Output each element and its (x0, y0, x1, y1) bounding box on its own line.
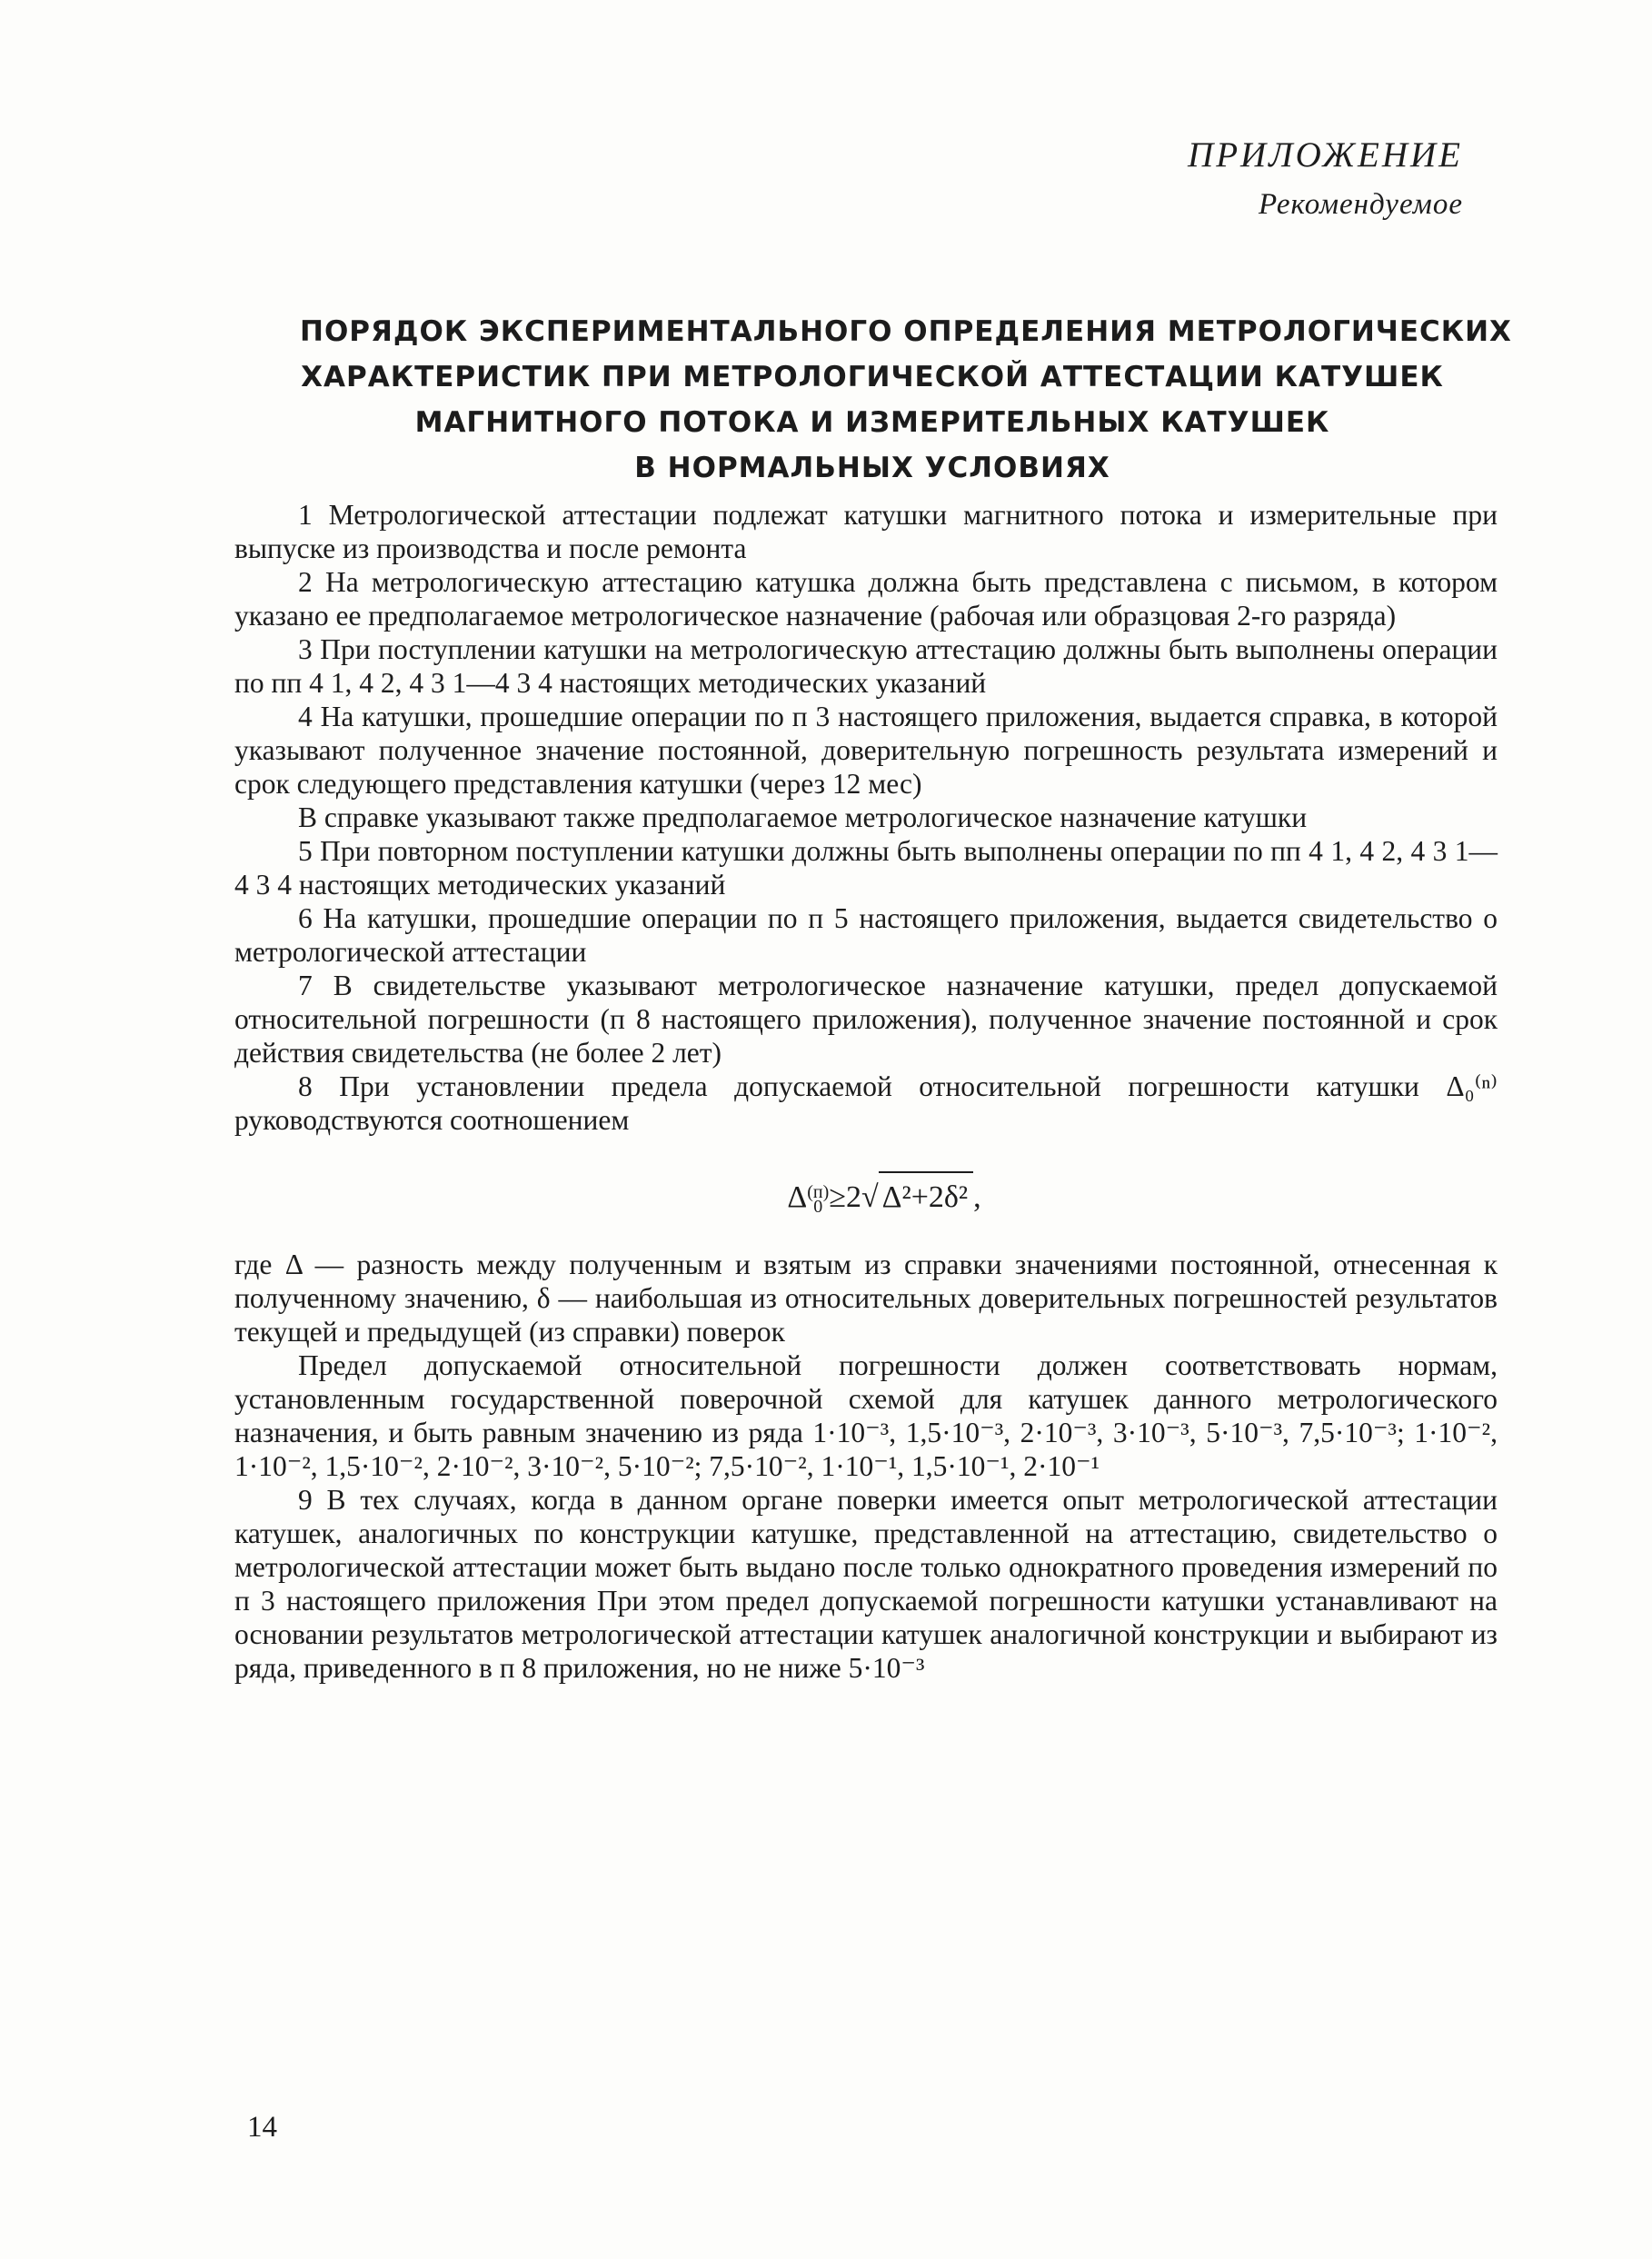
formula-relation: ≥2 (829, 1180, 861, 1214)
paragraph-7: 7 В свидетельстве указывают метрологическое назначение катушки, предел допускаемой относительной погрешности (п 8 настоящего приложения), полученное значение постоянной и срок действия свидетельства (не более 2 лет) (234, 970, 1498, 1069)
paragraph-5: 5 При повторном поступлении катушки должны быть выполнены операции по пп 4 1, 4 2, 4 3 1—4 3 4 настоящих методических указаний (234, 835, 1498, 901)
error-limit-formula (234, 1171, 1498, 1219)
heading-line: МАГНИТНОГО ПОТОКА И ИЗМЕРИТЕЛЬНЫХ КАТУШЕК (414, 406, 1330, 439)
radical-sign: √ (861, 1180, 879, 1214)
paragraph-4: 4 На катушки, прошедшие операции по п 3 настоящего приложения, выдается справка, в которой указывают полученное значение постоянной, доверительную погрешность результата измерений и срок следующего представления катушки (через 12 мес) (234, 701, 1498, 800)
formula-indices (807, 1182, 830, 1218)
paragraph-where: где Δ — разность между полученным и взятым из справки значениями постоянной, отнесенная к полученному значению, δ — наибольшая из относительных доверительных погрешностей результатов текущей и предыдущей (из справки) поверок (234, 1249, 1498, 1348)
heading-line: ХАРАКТЕРИСТИК ПРИ МЕТРОЛОГИЧЕСКОЙ АТТЕСТАЦИИ КАТУШЕК (301, 361, 1444, 393)
page-number: 14 (247, 2111, 277, 2144)
document-body (234, 498, 1498, 1685)
heading-line: В НОРМАЛЬНЫХ УСЛОВИЯХ (634, 452, 1110, 484)
document-heading (300, 309, 1512, 491)
paragraph-8: 8 При установлении предела допускаемой относительной погрешности катушки Δ₀⁽ⁿ⁾ руководствуются соотношением (234, 1070, 1498, 1136)
paragraph-4-note: В справке указывают также предполагаемое метрологическое назначение катушки (298, 801, 1308, 833)
formula-lhs: Δ (787, 1180, 808, 1214)
paragraph-1: 1 Метрологической аттестации подлежат катушки магнитного потока и измерительные при выпуске из производства и после ремонта (234, 499, 1498, 564)
paragraph-9: 9 В тех случаях, когда в данном органе поверки имеется опыт метрологической аттестации катушек, аналогичных по конструкции катушке, представленной на аттестацию, свидетельство о метрологической аттестации может быть выдано после только однократного проведения измерений по п 3 настоящего приложения При этом предел допускаемой погрешности катушки устанавливают на основании результатов метрологической аттестации катушек аналогичной конструкции и выбирают из ряда, приведенного в п 8 приложения, но не ниже 5·10⁻³ (234, 1484, 1498, 1684)
appendix-label (1188, 134, 1463, 222)
paragraph-6: 6 На катушки, прошедшие операции по п 5 настоящего приложения, выдается свидетельство о метрологической аттестации (234, 902, 1498, 968)
heading-line: ПОРЯДОК ЭКСПЕРИМЕНТАЛЬНОГО ОПРЕДЕЛЕНИЯ МЕТРОЛОГИЧЕСКИХ (300, 315, 1512, 348)
formula-sup: (п) (807, 1182, 830, 1203)
formula-radicand: Δ²+2δ² (879, 1171, 973, 1219)
paragraph-limit-series: Предел допускаемой относительной погрешности должен соответствовать нормам, установленным государственной поверочной схемой для катушек данного метрологического назначения, и быть равным значению из ряда 1·10⁻³, 1,5·10⁻³, 2·10⁻³, 3·10⁻³, 5·10⁻³, 7,5·10⁻³; 1·10⁻², 1·10⁻², 1,5·10⁻², 2·10⁻², 3·10⁻², 5·10⁻²; 7,5·10⁻², 1·10⁻¹, 1,5·10⁻¹, 2·10⁻¹ (234, 1349, 1498, 1482)
appendix-subtitle: Рекомендуемое (1258, 188, 1463, 221)
paragraph-2: 2 На метрологическую аттестацию катушка должна быть представлена с письмом, в котором указано ее предполагаемое метрологическое назначение (рабочая или образцовая 2-го разряда) (234, 566, 1498, 632)
paragraph-3: 3 При поступлении катушки на метрологическую аттестацию должны быть выполнены операции по пп 4 1, 4 2, 4 3 1—4 3 4 настоящих методических указаний (234, 633, 1498, 699)
appendix-title: ПРИЛОЖЕНИЕ (1188, 135, 1463, 174)
formula-trail: , (973, 1180, 981, 1214)
formula-sub: 0 (813, 1197, 823, 1218)
